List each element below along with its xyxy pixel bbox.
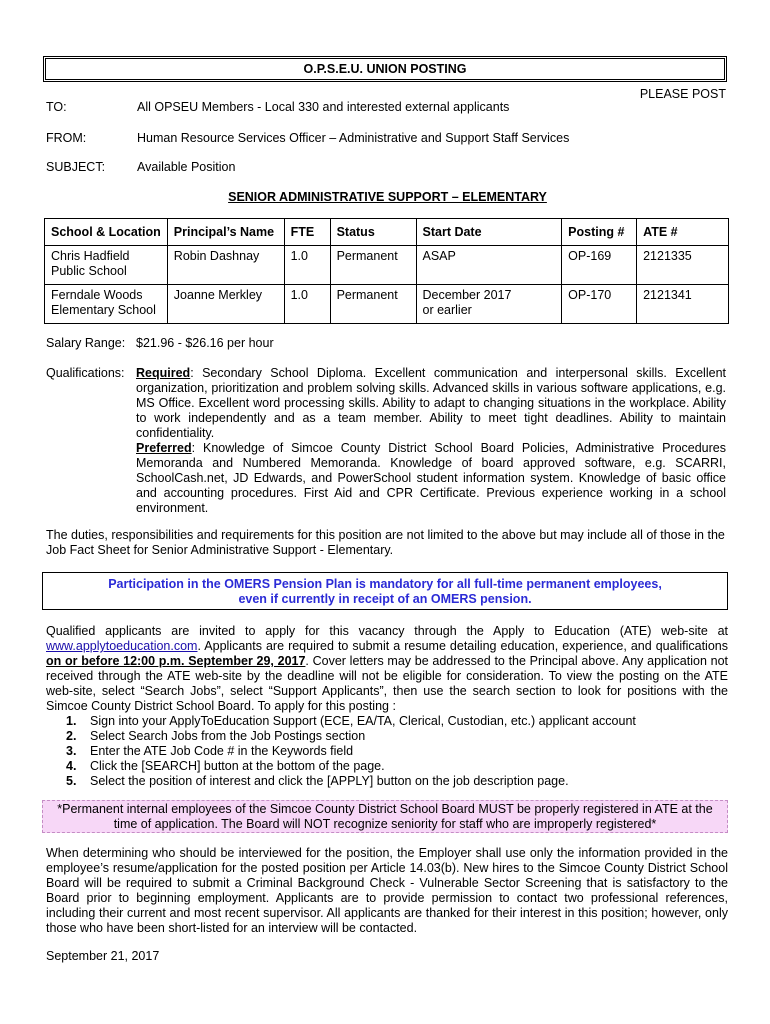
list-item [46, 759, 728, 774]
table-row [45, 285, 729, 324]
qualifications-body [136, 366, 726, 516]
preferred-paragraph [136, 441, 726, 516]
memo-to-label: TO: [46, 100, 67, 114]
duties-paragraph: The duties, responsibilities and requirements for this position are not limited to the above but may include all of those in the Job Fact Sheet for Senior Administrative Support - Elementary. [46, 528, 725, 557]
apply-deadline: on or before 12:00 p.m. September 29, 2017 [46, 654, 306, 668]
memo-from-label: FROM: [46, 131, 87, 145]
step-number: 3. [66, 744, 77, 758]
cell-school [45, 246, 168, 285]
table-header-row [45, 219, 729, 246]
col-header-school: School & Location [45, 219, 168, 246]
list-item [46, 774, 728, 789]
apply-text: . Applicants are required to submit a resume detailing education, experience, and qualifications [197, 639, 728, 653]
cell-start-date [416, 246, 562, 285]
col-header-fte: FTE [284, 219, 330, 246]
step-text: Click the [SEARCH] button at the bottom of the page. [90, 759, 385, 773]
cell-school [45, 285, 168, 324]
preferred-text: : Knowledge of Simcoe County District School Board Policies, Administrative Procedures Memoranda and Numbered Memoranda. Knowledge of board approved software, e.g. SCARRI, SchoolCash.net, JD Edwards, and PowerSchool student information system. Knowledge of basic office and accounting procedures. First Aid and CPR Certificate. Previous experience working in a school environment. [136, 441, 726, 515]
table-row [45, 246, 729, 285]
step-text: Sign into your ApplyToEducation Support (ECE, EA/TA, Clerical, Custodian, etc.) applicant account [90, 714, 636, 728]
salary-value: $21.96 - $26.16 per hour [136, 336, 274, 350]
cell-principal: Joanne Merkley [167, 285, 284, 324]
step-text: Select the position of interest and click the [APPLY] button on the job description page. [90, 774, 569, 788]
col-header-status: Status [330, 219, 416, 246]
step-text: Enter the ATE Job Code # in the Keywords field [90, 744, 354, 758]
apply-text: Qualified applicants are invited to apply for this vacancy through the Apply to Education (ATE) web-site at [46, 624, 728, 638]
memo-to-value: All OPSEU Members - Local 330 and interested external applicants [137, 100, 510, 114]
preferred-heading: Preferred [136, 441, 192, 455]
cell-principal: Robin Dashnay [167, 246, 284, 285]
apply-text: . Cover letters may be addressed to the Principal above. Any application not received through the ATE web-site by the deadline will not be eligible for consideration. To view the posting on the ATE web-site, select “Search Jobs”, select “Support Applicants”, then use the search section to look for positions with the Simcoe County District School Board. To apply for this posting : [46, 654, 728, 713]
interview-paragraph: When determining who should be interviewed for the position, the Employer shall use only the information provided in the employee’s resume/application for the posted position per Article 14.03(b). New hires to the Simcoe County District School Board will be required to submit a Criminal Background Check - Vulnerable Sector Screening that is satisfactory to the Board prior to beginning employment. Applicants are to provide permission to contact two professional references, including their current and most recent supervisor. All applicants are thanked for their interest in this position; however, only those who have been short-listed for an interview will be contacted. [46, 846, 728, 935]
step-number: 1. [66, 714, 77, 728]
salary-label: Salary Range: [46, 336, 126, 350]
step-number: 5. [66, 774, 77, 788]
apply-to-education-link[interactable]: www.applytoeducation.com [46, 639, 198, 653]
col-header-ate: ATE # [637, 219, 729, 246]
step-number: 4. [66, 759, 77, 773]
cell-posting: OP-170 [562, 285, 637, 324]
start-line: or earlier [422, 303, 472, 317]
apply-steps-list [46, 714, 728, 789]
qualifications-label: Qualifications: [46, 366, 125, 380]
step-text: Select Search Jobs from the Job Postings section [90, 729, 366, 743]
col-header-posting: Posting # [562, 219, 637, 246]
cell-status: Permanent [330, 285, 416, 324]
omers-line: even if currently in receipt of an OMERS pension. [238, 592, 532, 606]
please-post-label: PLEASE POST [639, 87, 726, 101]
list-item [46, 729, 728, 744]
memo-subject-value: Available Position [137, 160, 236, 174]
posting-title: O.P.S.E.U. UNION POSTING [303, 62, 467, 76]
registration-notice [42, 800, 728, 833]
cell-posting: OP-169 [562, 246, 637, 285]
posting-date: September 21, 2017 [46, 949, 160, 963]
start-line: December 2017 [422, 288, 512, 302]
school-line: Public School [51, 264, 127, 278]
omers-line: Participation in the OMERS Pension Plan is mandatory for all full-time permanent employees, [108, 577, 662, 591]
step-number: 2. [66, 729, 77, 743]
cell-ate: 2121335 [637, 246, 729, 285]
position-title: SENIOR ADMINISTRATIVE SUPPORT – ELEMENTARY [228, 190, 547, 204]
cell-fte: 1.0 [284, 246, 330, 285]
cell-ate: 2121341 [637, 285, 729, 324]
omers-notice [42, 572, 728, 610]
memo-from-value: Human Resource Services Officer – Administrative and Support Staff Services [137, 131, 570, 145]
posting-header [43, 56, 727, 82]
school-line: Chris Hadfield [51, 249, 130, 263]
required-text: : Secondary School Diploma. Excellent communication and interpersonal skills. Excellent organization, prioritization and problem solving skills. Advanced skills in various software applications, e.g. MS Office. Excellent word processing skills. Ability to adapt to changing situations in the workplace. Ability to work independently and as a team member. Ability to meet tight deadlines. Ability to maintain confidentiality. [136, 366, 726, 440]
school-line: Elementary School [51, 303, 156, 317]
start-line: ASAP [422, 249, 456, 263]
apply-paragraph [46, 624, 728, 714]
school-line: Ferndale Woods [51, 288, 143, 302]
cell-status: Permanent [330, 246, 416, 285]
apply-section [46, 624, 728, 789]
required-heading: Required [136, 366, 191, 380]
cell-start-date [416, 285, 562, 324]
postings-table [44, 218, 729, 324]
col-header-principal: Principal’s Name [167, 219, 284, 246]
notice-line: *Permanent internal employees of the Simcoe County District School Board MUST be properly registered in ATE at the [57, 802, 713, 816]
notice-line: time of application. The Board will NOT recognize seniority for staff who are improperly registered* [113, 817, 657, 831]
list-item [46, 714, 728, 729]
list-item [46, 744, 728, 759]
required-paragraph [136, 366, 726, 441]
memo-subject-label: SUBJECT: [46, 160, 106, 174]
cell-fte: 1.0 [284, 285, 330, 324]
col-header-start-date: Start Date [416, 219, 562, 246]
